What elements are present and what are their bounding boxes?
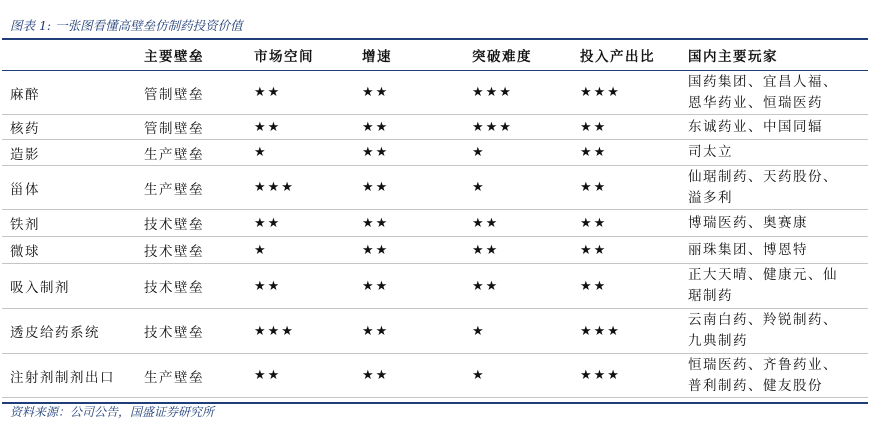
row-players xyxy=(680,166,868,210)
row-barrier: 技术壁垒 xyxy=(136,237,246,264)
row-market-rating: ★★ xyxy=(246,264,354,309)
row-difficulty-rating: ★★ xyxy=(464,210,572,237)
header-domestic-players: 国内主要玩家 xyxy=(680,40,868,71)
player-line: 丽珠集团、博恩特 xyxy=(688,241,808,258)
row-barrier: 生产壁垒 xyxy=(136,140,246,166)
row-category: 造影 xyxy=(2,140,136,166)
table-header-row xyxy=(2,40,868,71)
row-difficulty-rating: ★ xyxy=(464,166,572,210)
row-category: 吸入制剂 xyxy=(2,264,136,309)
row-category: 微球 xyxy=(2,237,136,264)
row-market-rating: ★★★ xyxy=(246,309,354,354)
row-roi-rating: ★★★ xyxy=(572,71,680,115)
row-players xyxy=(680,71,868,115)
row-category: 麻醉 xyxy=(2,71,136,115)
player-line: 仙琚制药、天药股份、 xyxy=(688,168,838,185)
header-growth: 增速 xyxy=(354,40,464,71)
header-category xyxy=(2,40,136,71)
row-players xyxy=(680,237,868,264)
player-line: 九典制药 xyxy=(688,333,748,349)
row-growth-rating: ★★ xyxy=(354,354,464,398)
row-difficulty-rating: ★★ xyxy=(464,237,572,264)
player-line: 正大天晴、健康元、仙 xyxy=(688,267,838,283)
player-line: 东诚药业、中国同辐 xyxy=(688,118,823,135)
table-row xyxy=(2,237,868,264)
row-roi-rating: ★★★ xyxy=(572,309,680,354)
row-category: 铁剂 xyxy=(2,210,136,237)
table-row xyxy=(2,354,868,398)
figure-caption: 图表 1: 一张图看懂高壁垒仿制药投资价值 xyxy=(10,18,243,33)
investment-value-table xyxy=(2,40,868,398)
row-market-rating: ★★ xyxy=(246,115,354,140)
row-category: 核药 xyxy=(2,115,136,140)
player-line: 云南白药、羚锐制药、 xyxy=(688,312,838,328)
row-market-rating: ★★★ xyxy=(246,166,354,210)
row-market-rating: ★★ xyxy=(246,210,354,237)
row-barrier: 管制壁垒 xyxy=(136,71,246,115)
row-roi-rating: ★★ xyxy=(572,115,680,140)
row-barrier: 生产壁垒 xyxy=(136,166,246,210)
row-growth-rating: ★★ xyxy=(354,309,464,354)
row-growth-rating: ★★ xyxy=(354,115,464,140)
row-difficulty-rating: ★★ xyxy=(464,264,572,309)
player-line: 国药集团、宜昌人福、 xyxy=(688,73,838,90)
table-row xyxy=(2,71,868,115)
header-difficulty: 突破难度 xyxy=(464,40,572,71)
table-row xyxy=(2,140,868,166)
row-barrier: 技术壁垒 xyxy=(136,309,246,354)
row-difficulty-rating: ★ xyxy=(464,354,572,398)
row-category: 透皮给药系统 xyxy=(2,309,136,354)
header-market-size: 市场空间 xyxy=(246,40,354,71)
table-row xyxy=(2,166,868,210)
row-difficulty-rating: ★ xyxy=(464,140,572,166)
row-barrier: 管制壁垒 xyxy=(136,115,246,140)
player-line: 司太立 xyxy=(688,144,733,160)
row-players xyxy=(680,210,868,237)
player-line: 普利制药、健友股份 xyxy=(688,377,823,394)
row-market-rating: ★★ xyxy=(246,354,354,398)
row-difficulty-rating: ★★★ xyxy=(464,71,572,115)
row-market-rating: ★★ xyxy=(246,71,354,115)
player-line: 恒瑞医药、齐鲁药业、 xyxy=(688,356,838,373)
table-row xyxy=(2,115,868,140)
row-players xyxy=(680,309,868,354)
row-roi-rating: ★★ xyxy=(572,166,680,210)
row-growth-rating: ★★ xyxy=(354,166,464,210)
row-roi-rating: ★★ xyxy=(572,210,680,237)
row-roi-rating: ★★ xyxy=(572,237,680,264)
row-growth-rating: ★★ xyxy=(354,210,464,237)
table-row xyxy=(2,264,868,309)
table-row xyxy=(2,309,868,354)
row-roi-rating: ★★ xyxy=(572,140,680,166)
row-barrier: 技术壁垒 xyxy=(136,264,246,309)
row-growth-rating: ★★ xyxy=(354,71,464,115)
row-players xyxy=(680,140,868,166)
row-growth-rating: ★★ xyxy=(354,264,464,309)
row-market-rating: ★ xyxy=(246,140,354,166)
header-main-barrier: 主要壁垒 xyxy=(136,40,246,71)
player-line: 溢多利 xyxy=(688,189,733,206)
row-difficulty-rating: ★★★ xyxy=(464,115,572,140)
row-market-rating: ★ xyxy=(246,237,354,264)
row-roi-rating: ★★ xyxy=(572,264,680,309)
source-note: 资料来源：公司公告，国盛证券研究所 xyxy=(10,405,215,419)
row-category: 注射剂制剂出口 xyxy=(2,354,136,398)
header-roi: 投入产出比 xyxy=(572,40,680,71)
row-growth-rating: ★★ xyxy=(354,140,464,166)
row-growth-rating: ★★ xyxy=(354,237,464,264)
row-players xyxy=(680,115,868,140)
player-line: 恩华药业、恒瑞医药 xyxy=(688,94,823,111)
row-players xyxy=(680,264,868,309)
row-players xyxy=(680,354,868,398)
player-line: 博瑞医药、奥赛康 xyxy=(688,214,808,231)
row-roi-rating: ★★★ xyxy=(572,354,680,398)
row-difficulty-rating: ★ xyxy=(464,309,572,354)
table-row xyxy=(2,210,868,237)
row-category: 甾体 xyxy=(2,166,136,210)
player-line: 琚制药 xyxy=(688,288,733,304)
row-barrier: 技术壁垒 xyxy=(136,210,246,237)
row-barrier: 生产壁垒 xyxy=(136,354,246,398)
